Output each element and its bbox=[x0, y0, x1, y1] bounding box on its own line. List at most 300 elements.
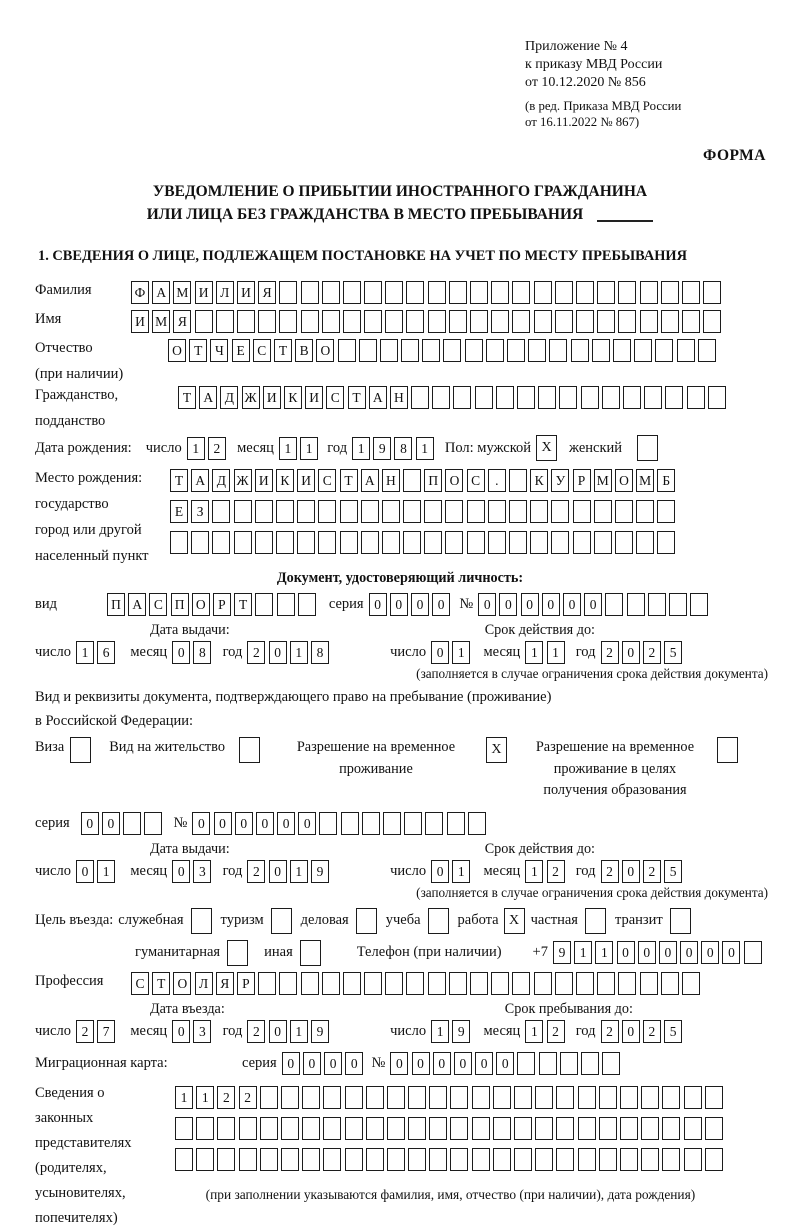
char-cell[interactable] bbox=[281, 1086, 299, 1109]
char-cell[interactable] bbox=[144, 812, 162, 835]
char-cell[interactable] bbox=[682, 281, 700, 304]
char-cell[interactable] bbox=[239, 1148, 257, 1171]
char-cell[interactable] bbox=[279, 310, 297, 333]
char-cell[interactable] bbox=[403, 500, 421, 523]
char-cell[interactable]: 0 bbox=[411, 593, 429, 616]
char-cell[interactable]: В bbox=[295, 339, 313, 362]
char-cell[interactable]: 2 bbox=[547, 860, 565, 883]
char-cell[interactable] bbox=[512, 281, 530, 304]
char-cell[interactable] bbox=[297, 500, 315, 523]
char-cell[interactable]: С bbox=[318, 469, 336, 492]
char-cell[interactable]: 0 bbox=[298, 812, 316, 835]
char-cell[interactable] bbox=[403, 469, 421, 492]
char-cell[interactable]: 7 bbox=[97, 1020, 115, 1043]
char-cell[interactable]: 0 bbox=[172, 1020, 190, 1043]
char-cell[interactable] bbox=[408, 1086, 426, 1109]
char-cell[interactable] bbox=[535, 1148, 553, 1171]
char-cell[interactable]: Д bbox=[212, 469, 230, 492]
char-cell[interactable] bbox=[602, 1052, 620, 1075]
char-cell[interactable]: М bbox=[636, 469, 654, 492]
char-cell[interactable]: 2 bbox=[217, 1086, 235, 1109]
char-cell[interactable]: 0 bbox=[659, 941, 677, 964]
char-cell[interactable]: 0 bbox=[499, 593, 517, 616]
char-cell[interactable] bbox=[657, 500, 675, 523]
char-cell[interactable]: 1 bbox=[97, 860, 115, 883]
char-cell[interactable] bbox=[429, 1086, 447, 1109]
char-cell[interactable]: Д bbox=[220, 386, 238, 409]
char-cell[interactable]: 1 bbox=[595, 941, 613, 964]
char-cell[interactable] bbox=[323, 1148, 341, 1171]
char-cell[interactable]: С bbox=[467, 469, 485, 492]
purpose-business-checkbox[interactable] bbox=[356, 908, 377, 934]
char-cell[interactable]: М bbox=[152, 310, 170, 333]
char-cell[interactable] bbox=[401, 339, 419, 362]
char-cell[interactable] bbox=[509, 500, 527, 523]
char-cell[interactable] bbox=[341, 812, 359, 835]
char-cell[interactable]: П bbox=[424, 469, 442, 492]
char-cell[interactable] bbox=[258, 972, 276, 995]
char-cell[interactable] bbox=[428, 972, 446, 995]
char-cell[interactable]: 3 bbox=[193, 1020, 211, 1043]
char-cell[interactable] bbox=[323, 1086, 341, 1109]
char-cell[interactable]: 1 bbox=[175, 1086, 193, 1109]
char-cell[interactable] bbox=[340, 531, 358, 554]
char-cell[interactable] bbox=[641, 1086, 659, 1109]
purpose-tourism-checkbox[interactable] bbox=[271, 908, 292, 934]
char-cell[interactable]: 2 bbox=[76, 1020, 94, 1043]
char-cell[interactable] bbox=[578, 1086, 596, 1109]
char-cell[interactable] bbox=[383, 812, 401, 835]
char-cell[interactable] bbox=[597, 972, 615, 995]
char-cell[interactable]: 9 bbox=[452, 1020, 470, 1043]
char-cell[interactable] bbox=[640, 281, 658, 304]
char-cell[interactable] bbox=[301, 310, 319, 333]
char-cell[interactable]: 0 bbox=[390, 593, 408, 616]
char-cell[interactable] bbox=[556, 1148, 574, 1171]
char-cell[interactable] bbox=[445, 531, 463, 554]
char-cell[interactable] bbox=[556, 1117, 574, 1140]
char-cell[interactable] bbox=[703, 310, 721, 333]
char-cell[interactable]: 0 bbox=[563, 593, 581, 616]
char-cell[interactable]: 5 bbox=[664, 641, 682, 664]
char-cell[interactable]: . bbox=[488, 469, 506, 492]
char-cell[interactable] bbox=[217, 1148, 235, 1171]
char-cell[interactable]: Н bbox=[382, 469, 400, 492]
char-cell[interactable] bbox=[491, 281, 509, 304]
char-cell[interactable]: О bbox=[192, 593, 210, 616]
char-cell[interactable] bbox=[429, 1117, 447, 1140]
char-cell[interactable] bbox=[627, 593, 645, 616]
char-cell[interactable]: 0 bbox=[282, 1052, 300, 1075]
char-cell[interactable]: 2 bbox=[601, 1020, 619, 1043]
char-cell[interactable]: Т bbox=[274, 339, 292, 362]
char-cell[interactable]: 0 bbox=[454, 1052, 472, 1075]
char-cell[interactable]: 0 bbox=[433, 1052, 451, 1075]
char-cell[interactable]: 2 bbox=[239, 1086, 257, 1109]
char-cell[interactable] bbox=[196, 1117, 214, 1140]
char-cell[interactable]: 0 bbox=[345, 1052, 363, 1075]
char-cell[interactable] bbox=[380, 339, 398, 362]
char-cell[interactable] bbox=[470, 310, 488, 333]
char-cell[interactable] bbox=[429, 1148, 447, 1171]
char-cell[interactable]: 0 bbox=[235, 812, 253, 835]
char-cell[interactable] bbox=[404, 812, 422, 835]
char-cell[interactable] bbox=[512, 972, 530, 995]
char-cell[interactable] bbox=[665, 386, 683, 409]
char-cell[interactable]: 0 bbox=[81, 812, 99, 835]
char-cell[interactable]: 0 bbox=[214, 812, 232, 835]
char-cell[interactable]: 1 bbox=[574, 941, 592, 964]
char-cell[interactable] bbox=[636, 500, 654, 523]
char-cell[interactable] bbox=[488, 531, 506, 554]
char-cell[interactable] bbox=[385, 281, 403, 304]
char-cell[interactable] bbox=[517, 1052, 535, 1075]
char-cell[interactable] bbox=[319, 812, 337, 835]
char-cell[interactable] bbox=[615, 500, 633, 523]
char-cell[interactable] bbox=[345, 1086, 363, 1109]
char-cell[interactable] bbox=[581, 386, 599, 409]
purpose-study-checkbox[interactable] bbox=[428, 908, 449, 934]
char-cell[interactable] bbox=[687, 386, 705, 409]
char-cell[interactable]: И bbox=[237, 281, 255, 304]
char-cell[interactable] bbox=[618, 310, 636, 333]
char-cell[interactable] bbox=[343, 310, 361, 333]
char-cell[interactable] bbox=[528, 339, 546, 362]
char-cell[interactable]: Я bbox=[258, 281, 276, 304]
char-cell[interactable]: И bbox=[297, 469, 315, 492]
char-cell[interactable]: 1 bbox=[416, 437, 434, 460]
char-cell[interactable] bbox=[684, 1148, 702, 1171]
char-cell[interactable] bbox=[276, 531, 294, 554]
char-cell[interactable] bbox=[322, 972, 340, 995]
char-cell[interactable]: А bbox=[369, 386, 387, 409]
char-cell[interactable] bbox=[276, 500, 294, 523]
char-cell[interactable] bbox=[555, 310, 573, 333]
char-cell[interactable] bbox=[364, 972, 382, 995]
char-cell[interactable] bbox=[385, 310, 403, 333]
char-cell[interactable]: 1 bbox=[525, 641, 543, 664]
char-cell[interactable] bbox=[239, 1117, 257, 1140]
char-cell[interactable] bbox=[573, 531, 591, 554]
char-cell[interactable]: 0 bbox=[192, 812, 210, 835]
char-cell[interactable] bbox=[514, 1148, 532, 1171]
char-cell[interactable]: К bbox=[276, 469, 294, 492]
char-cell[interactable] bbox=[301, 972, 319, 995]
char-cell[interactable]: 0 bbox=[390, 1052, 408, 1075]
char-cell[interactable] bbox=[453, 386, 471, 409]
char-cell[interactable] bbox=[682, 972, 700, 995]
char-cell[interactable]: П bbox=[171, 593, 189, 616]
char-cell[interactable] bbox=[705, 1117, 723, 1140]
char-cell[interactable]: 2 bbox=[247, 641, 265, 664]
purpose-humanitarian-checkbox[interactable] bbox=[227, 940, 248, 966]
char-cell[interactable] bbox=[597, 281, 615, 304]
char-cell[interactable] bbox=[571, 339, 589, 362]
char-cell[interactable] bbox=[555, 972, 573, 995]
char-cell[interactable] bbox=[175, 1117, 193, 1140]
char-cell[interactable]: 5 bbox=[664, 1020, 682, 1043]
char-cell[interactable] bbox=[281, 1148, 299, 1171]
char-cell[interactable] bbox=[599, 1117, 617, 1140]
char-cell[interactable] bbox=[237, 310, 255, 333]
rvp-checkbox[interactable]: X bbox=[486, 737, 507, 763]
char-cell[interactable]: 9 bbox=[373, 437, 391, 460]
purpose-transit-checkbox[interactable] bbox=[670, 908, 691, 934]
char-cell[interactable] bbox=[559, 386, 577, 409]
char-cell[interactable] bbox=[196, 1148, 214, 1171]
char-cell[interactable]: Л bbox=[216, 281, 234, 304]
char-cell[interactable] bbox=[470, 281, 488, 304]
char-cell[interactable]: 0 bbox=[584, 593, 602, 616]
char-cell[interactable] bbox=[491, 310, 509, 333]
char-cell[interactable] bbox=[634, 339, 652, 362]
sex-male-checkbox[interactable]: X bbox=[536, 435, 557, 461]
char-cell[interactable] bbox=[655, 339, 673, 362]
char-cell[interactable] bbox=[318, 500, 336, 523]
purpose-official-checkbox[interactable] bbox=[191, 908, 212, 934]
char-cell[interactable] bbox=[592, 339, 610, 362]
vnj-checkbox[interactable] bbox=[239, 737, 260, 763]
char-cell[interactable] bbox=[450, 1117, 468, 1140]
char-cell[interactable] bbox=[472, 1086, 490, 1109]
char-cell[interactable] bbox=[449, 972, 467, 995]
char-cell[interactable] bbox=[191, 531, 209, 554]
char-cell[interactable] bbox=[690, 593, 708, 616]
char-cell[interactable] bbox=[555, 281, 573, 304]
char-cell[interactable] bbox=[488, 500, 506, 523]
purpose-work-checkbox[interactable]: X bbox=[504, 908, 525, 934]
char-cell[interactable] bbox=[641, 1117, 659, 1140]
char-cell[interactable] bbox=[599, 1086, 617, 1109]
char-cell[interactable]: 1 bbox=[452, 860, 470, 883]
char-cell[interactable]: П bbox=[107, 593, 125, 616]
char-cell[interactable]: 0 bbox=[277, 812, 295, 835]
char-cell[interactable] bbox=[170, 531, 188, 554]
char-cell[interactable] bbox=[297, 531, 315, 554]
char-cell[interactable] bbox=[123, 812, 141, 835]
char-cell[interactable]: Р bbox=[237, 972, 255, 995]
char-cell[interactable] bbox=[597, 310, 615, 333]
char-cell[interactable] bbox=[432, 386, 450, 409]
char-cell[interactable] bbox=[573, 500, 591, 523]
char-cell[interactable] bbox=[340, 500, 358, 523]
char-cell[interactable]: 0 bbox=[680, 941, 698, 964]
char-cell[interactable] bbox=[301, 281, 319, 304]
char-cell[interactable]: К bbox=[530, 469, 548, 492]
char-cell[interactable] bbox=[594, 531, 612, 554]
char-cell[interactable] bbox=[549, 339, 567, 362]
purpose-private-checkbox[interactable] bbox=[585, 908, 606, 934]
char-cell[interactable]: 0 bbox=[432, 593, 450, 616]
char-cell[interactable]: 0 bbox=[303, 1052, 321, 1075]
char-cell[interactable] bbox=[387, 1148, 405, 1171]
char-cell[interactable] bbox=[364, 310, 382, 333]
char-cell[interactable]: 0 bbox=[172, 860, 190, 883]
char-cell[interactable] bbox=[449, 281, 467, 304]
char-cell[interactable] bbox=[644, 386, 662, 409]
char-cell[interactable]: Е bbox=[232, 339, 250, 362]
char-cell[interactable] bbox=[705, 1148, 723, 1171]
char-cell[interactable] bbox=[428, 281, 446, 304]
char-cell[interactable]: 6 bbox=[97, 641, 115, 664]
char-cell[interactable] bbox=[620, 1148, 638, 1171]
char-cell[interactable]: А bbox=[128, 593, 146, 616]
char-cell[interactable] bbox=[620, 1086, 638, 1109]
char-cell[interactable] bbox=[623, 386, 641, 409]
char-cell[interactable] bbox=[703, 281, 721, 304]
char-cell[interactable] bbox=[364, 281, 382, 304]
char-cell[interactable]: 0 bbox=[431, 641, 449, 664]
char-cell[interactable]: А bbox=[361, 469, 379, 492]
char-cell[interactable]: 1 bbox=[525, 860, 543, 883]
char-cell[interactable]: 0 bbox=[701, 941, 719, 964]
char-cell[interactable]: З bbox=[191, 500, 209, 523]
char-cell[interactable] bbox=[449, 310, 467, 333]
char-cell[interactable]: 8 bbox=[311, 641, 329, 664]
char-cell[interactable]: 2 bbox=[601, 641, 619, 664]
char-cell[interactable] bbox=[408, 1117, 426, 1140]
char-cell[interactable]: И bbox=[255, 469, 273, 492]
char-cell[interactable]: М bbox=[594, 469, 612, 492]
char-cell[interactable]: 1 bbox=[352, 437, 370, 460]
char-cell[interactable] bbox=[648, 593, 666, 616]
char-cell[interactable]: И bbox=[131, 310, 149, 333]
char-cell[interactable] bbox=[684, 1117, 702, 1140]
char-cell[interactable] bbox=[618, 972, 636, 995]
char-cell[interactable]: 0 bbox=[496, 1052, 514, 1075]
char-cell[interactable]: Т bbox=[340, 469, 358, 492]
char-cell[interactable] bbox=[530, 531, 548, 554]
char-cell[interactable]: 2 bbox=[643, 641, 661, 664]
char-cell[interactable] bbox=[359, 339, 377, 362]
char-cell[interactable] bbox=[382, 500, 400, 523]
char-cell[interactable] bbox=[447, 812, 465, 835]
char-cell[interactable] bbox=[514, 1117, 532, 1140]
char-cell[interactable]: Р bbox=[213, 593, 231, 616]
char-cell[interactable]: И bbox=[263, 386, 281, 409]
char-cell[interactable]: Т bbox=[348, 386, 366, 409]
char-cell[interactable]: 0 bbox=[722, 941, 740, 964]
char-cell[interactable] bbox=[538, 386, 556, 409]
purpose-other-checkbox[interactable] bbox=[300, 940, 321, 966]
char-cell[interactable] bbox=[470, 972, 488, 995]
char-cell[interactable]: 0 bbox=[478, 593, 496, 616]
char-cell[interactable] bbox=[620, 1117, 638, 1140]
char-cell[interactable] bbox=[576, 310, 594, 333]
char-cell[interactable]: 0 bbox=[102, 812, 120, 835]
char-cell[interactable] bbox=[534, 972, 552, 995]
char-cell[interactable] bbox=[657, 531, 675, 554]
char-cell[interactable]: 0 bbox=[369, 593, 387, 616]
char-cell[interactable]: А bbox=[152, 281, 170, 304]
char-cell[interactable] bbox=[576, 281, 594, 304]
char-cell[interactable]: 0 bbox=[76, 860, 94, 883]
char-cell[interactable]: О bbox=[173, 972, 191, 995]
char-cell[interactable] bbox=[255, 593, 273, 616]
char-cell[interactable] bbox=[279, 972, 297, 995]
char-cell[interactable]: 1 bbox=[431, 1020, 449, 1043]
char-cell[interactable]: М bbox=[173, 281, 191, 304]
char-cell[interactable] bbox=[468, 812, 486, 835]
char-cell[interactable]: 9 bbox=[553, 941, 571, 964]
char-cell[interactable] bbox=[641, 1148, 659, 1171]
char-cell[interactable]: 3 bbox=[193, 860, 211, 883]
char-cell[interactable]: Т bbox=[178, 386, 196, 409]
char-cell[interactable]: 9 bbox=[311, 1020, 329, 1043]
char-cell[interactable] bbox=[345, 1117, 363, 1140]
char-cell[interactable] bbox=[277, 593, 295, 616]
char-cell[interactable] bbox=[362, 812, 380, 835]
char-cell[interactable] bbox=[255, 500, 273, 523]
char-cell[interactable] bbox=[361, 500, 379, 523]
char-cell[interactable]: 0 bbox=[617, 941, 635, 964]
char-cell[interactable]: 0 bbox=[521, 593, 539, 616]
char-cell[interactable] bbox=[578, 1148, 596, 1171]
char-cell[interactable]: 2 bbox=[547, 1020, 565, 1043]
char-cell[interactable] bbox=[618, 281, 636, 304]
char-cell[interactable] bbox=[514, 1086, 532, 1109]
char-cell[interactable]: 1 bbox=[76, 641, 94, 664]
char-cell[interactable]: О bbox=[445, 469, 463, 492]
char-cell[interactable] bbox=[343, 281, 361, 304]
char-cell[interactable] bbox=[385, 972, 403, 995]
char-cell[interactable]: 0 bbox=[622, 860, 640, 883]
char-cell[interactable]: 0 bbox=[269, 860, 287, 883]
char-cell[interactable] bbox=[507, 339, 525, 362]
char-cell[interactable] bbox=[382, 531, 400, 554]
char-cell[interactable]: 1 bbox=[196, 1086, 214, 1109]
char-cell[interactable] bbox=[260, 1117, 278, 1140]
char-cell[interactable]: С bbox=[131, 972, 149, 995]
char-cell[interactable]: 0 bbox=[622, 1020, 640, 1043]
char-cell[interactable]: 2 bbox=[208, 437, 226, 460]
char-cell[interactable]: 1 bbox=[300, 437, 318, 460]
char-cell[interactable]: С bbox=[326, 386, 344, 409]
char-cell[interactable]: Ф bbox=[131, 281, 149, 304]
char-cell[interactable]: 9 bbox=[311, 860, 329, 883]
char-cell[interactable] bbox=[512, 310, 530, 333]
char-cell[interactable] bbox=[195, 310, 213, 333]
char-cell[interactable] bbox=[493, 1117, 511, 1140]
visa-checkbox[interactable] bbox=[70, 737, 91, 763]
char-cell[interactable] bbox=[472, 1148, 490, 1171]
char-cell[interactable]: А bbox=[199, 386, 217, 409]
char-cell[interactable]: 2 bbox=[601, 860, 619, 883]
char-cell[interactable] bbox=[636, 531, 654, 554]
char-cell[interactable] bbox=[424, 500, 442, 523]
char-cell[interactable] bbox=[534, 281, 552, 304]
char-cell[interactable] bbox=[640, 310, 658, 333]
char-cell[interactable]: 0 bbox=[412, 1052, 430, 1075]
char-cell[interactable] bbox=[661, 281, 679, 304]
char-cell[interactable]: 8 bbox=[394, 437, 412, 460]
char-cell[interactable]: 8 bbox=[193, 641, 211, 664]
char-cell[interactable]: К bbox=[284, 386, 302, 409]
char-cell[interactable] bbox=[345, 1148, 363, 1171]
char-cell[interactable] bbox=[578, 1117, 596, 1140]
char-cell[interactable] bbox=[361, 531, 379, 554]
char-cell[interactable] bbox=[551, 500, 569, 523]
char-cell[interactable]: О bbox=[316, 339, 334, 362]
char-cell[interactable] bbox=[744, 941, 762, 964]
char-cell[interactable] bbox=[539, 1052, 557, 1075]
char-cell[interactable]: С bbox=[149, 593, 167, 616]
char-cell[interactable] bbox=[615, 531, 633, 554]
char-cell[interactable] bbox=[560, 1052, 578, 1075]
char-cell[interactable]: А bbox=[191, 469, 209, 492]
char-cell[interactable] bbox=[661, 972, 679, 995]
char-cell[interactable] bbox=[428, 310, 446, 333]
